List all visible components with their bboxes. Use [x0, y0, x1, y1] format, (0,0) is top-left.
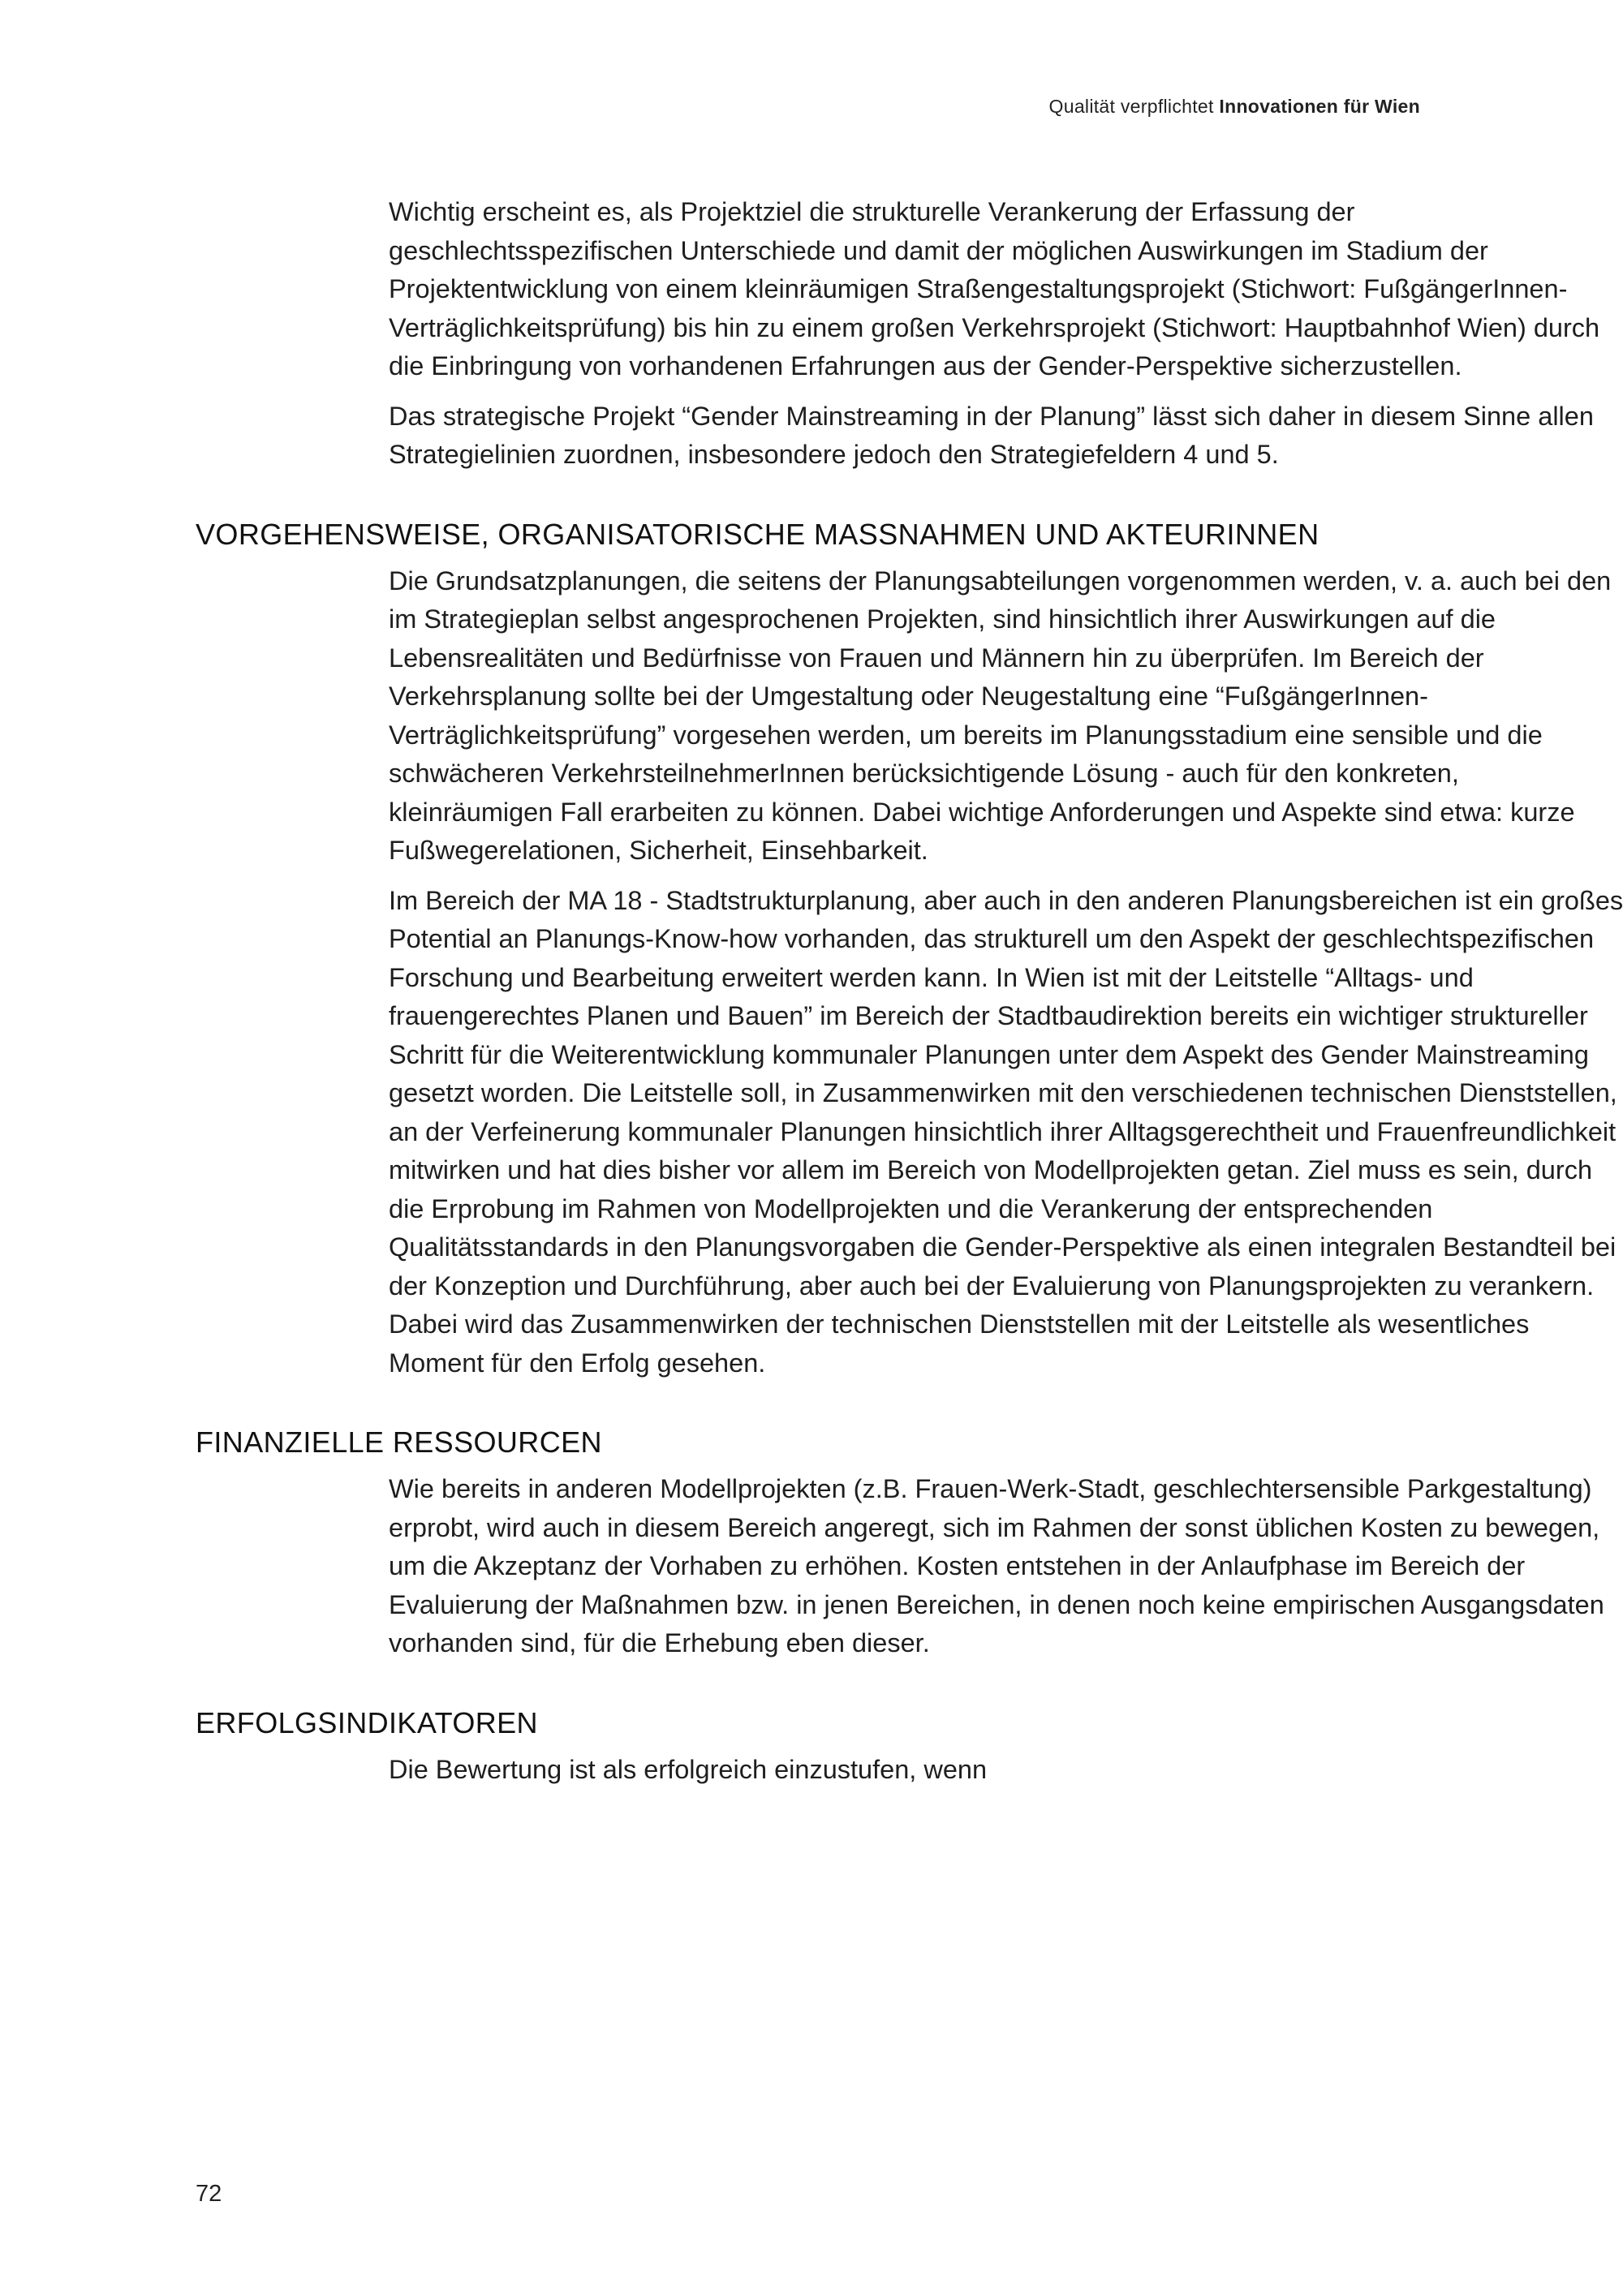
section-heading-vorgehensweise: VORGEHENSWEISE, ORGANISATORISCHE MASSNAHMEN UND AKTEURINNEN [196, 517, 1319, 551]
erfolgsindikatoren-paragraph: Die Bewertung ist als erfolgreich einzustufen, wenn [389, 1754, 988, 1784]
section-heading-finanzielle-ressourcen: FINANZIELLE RESSOURCEN [196, 1425, 602, 1459]
finanzielle-ressourcen-paragraph: Wie bereits in anderen Modellprojekten (z.B. Frauen-Werk-Stadt, geschlechtersensible Parkgestaltung) erprobt, wird auch in diesem Bereich angeregt, sich im Rahmen der sonst üblichen Kosten zu bewegen, um die Akzeptanz der Vorhaben zu erhöhen. Kosten entstehen in der Anlaufphase im Bereich der Evaluierung der Maßnahmen bzw. in jenen Bereichen, in denen noch keine empirischen Ausgangsdaten vorhanden sind, für die Erhebung eben dieser. [389, 1474, 1604, 1658]
intro-paragraph-1: Wichtig erscheint es, als Projektziel die strukturelle Verankerung der Erfassung der geschlechtsspezifischen Unterschiede und damit der möglichen Auswirkungen im Stadium der Projektentwicklung von einem kleinräumigen Straßengestaltungsprojekt (Stichwort: FußgängerInnen-Verträglichkeitsprüfung) bis hin zu einem großen Verkehrsprojekt (Stichwort: Hauptbahnhof Wien) durch die Einbringung von vorhandenen Erfahrungen aus der Gender-Perspektive sicherzustellen. [389, 197, 1600, 381]
header-prefix: Qualität verpflichtet [1048, 96, 1214, 117]
intro-paragraph-2: Das strategische Projekt “Gender Mainstreaming in der Planung” lässt sich daher in diesem Sinne allen Strategielinien zuordnen, insbesondere jedoch den Strategiefeldern 4 und 5. [389, 401, 1594, 469]
header-title: Innovationen für Wien [1219, 96, 1420, 117]
page-number: 72 [196, 2181, 222, 2207]
vorgehensweise-paragraph-2: Im Bereich der MA 18 - Stadtstrukturplanung, aber auch in den anderen Planungsbereichen ist ein großes Potential an Planungs-Know-how vorhanden, das strukturell um den Aspekt der geschlechtspezifischen Forschung und Bearbeitung erweitert werden kann. In Wien ist mit der Leitstelle “Alltags- und frauengerechtes Planen und Bauen” im Bereich der Stadtbaudirektion bereits ein wichtiger struktureller Schritt für die Weiterentwicklung kommunaler Planungen unter dem Aspekt des Gender Mainstreaming gesetzt worden. Die Leitstelle soll, in Zusammenwirken mit den verschiedenen technischen Dienststellen, an der Verfeinerung kommunaler Planungen hinsichtlich ihrer Alltagsgerechtheit und Frauenfreundlichkeit mitwirken und hat dies bisher vor allem im Bereich von Modellprojekten getan. Ziel muss es sein, durch die Erprobung im Rahmen von Modellprojekten und die Verankerung der entsprechenden Qualitätsstandards in den Planungsvorgaben die Gender-Perspektive als einen integralen Bestandteil bei der Konzeption und Durchführung, aber auch bei der Evaluierung von Planungsprojekten zu verankern. Dabei wird das Zusammenwirken der technischen Dienststellen mit der Leitstelle als wesentliches Moment für den Erfolg gesehen. [389, 885, 1623, 1378]
section-heading-erfolgsindikatoren: ERFOLGSINDIKATOREN [196, 1705, 538, 1739]
vorgehensweise-paragraph-1: Die Grundsatzplanungen, die seitens der Planungsabteilungen vorgenommen werden, v. a. auch bei den im Strategieplan selbst angesprochenen Projekten, sind hinsichtlich ihrer Auswirkungen auf die Lebensrealitäten und Bedürfnisse von Frauen und Männern hin zu überprüfen. Im Bereich der Verkehrsplanung sollte bei der Umgestaltung oder Neugestaltung eine “FußgängerInnen-Verträglichkeitsprüfung” vorgesehen werden, um bereits im Planungsstadium eine sensible und die schwächeren VerkehrsteilnehmerInnen berücksichtigende Lösung - auch für den konkreten, kleinräumigen Fall erarbeiten zu können. Dabei wichtige Anforderungen und Aspekte sind etwa: kurze Fußwegerelationen, Sicherheit, Einsehbarkeit. [389, 565, 1612, 865]
running-header [1049, 96, 1420, 118]
page-content [196, 193, 1623, 1800]
